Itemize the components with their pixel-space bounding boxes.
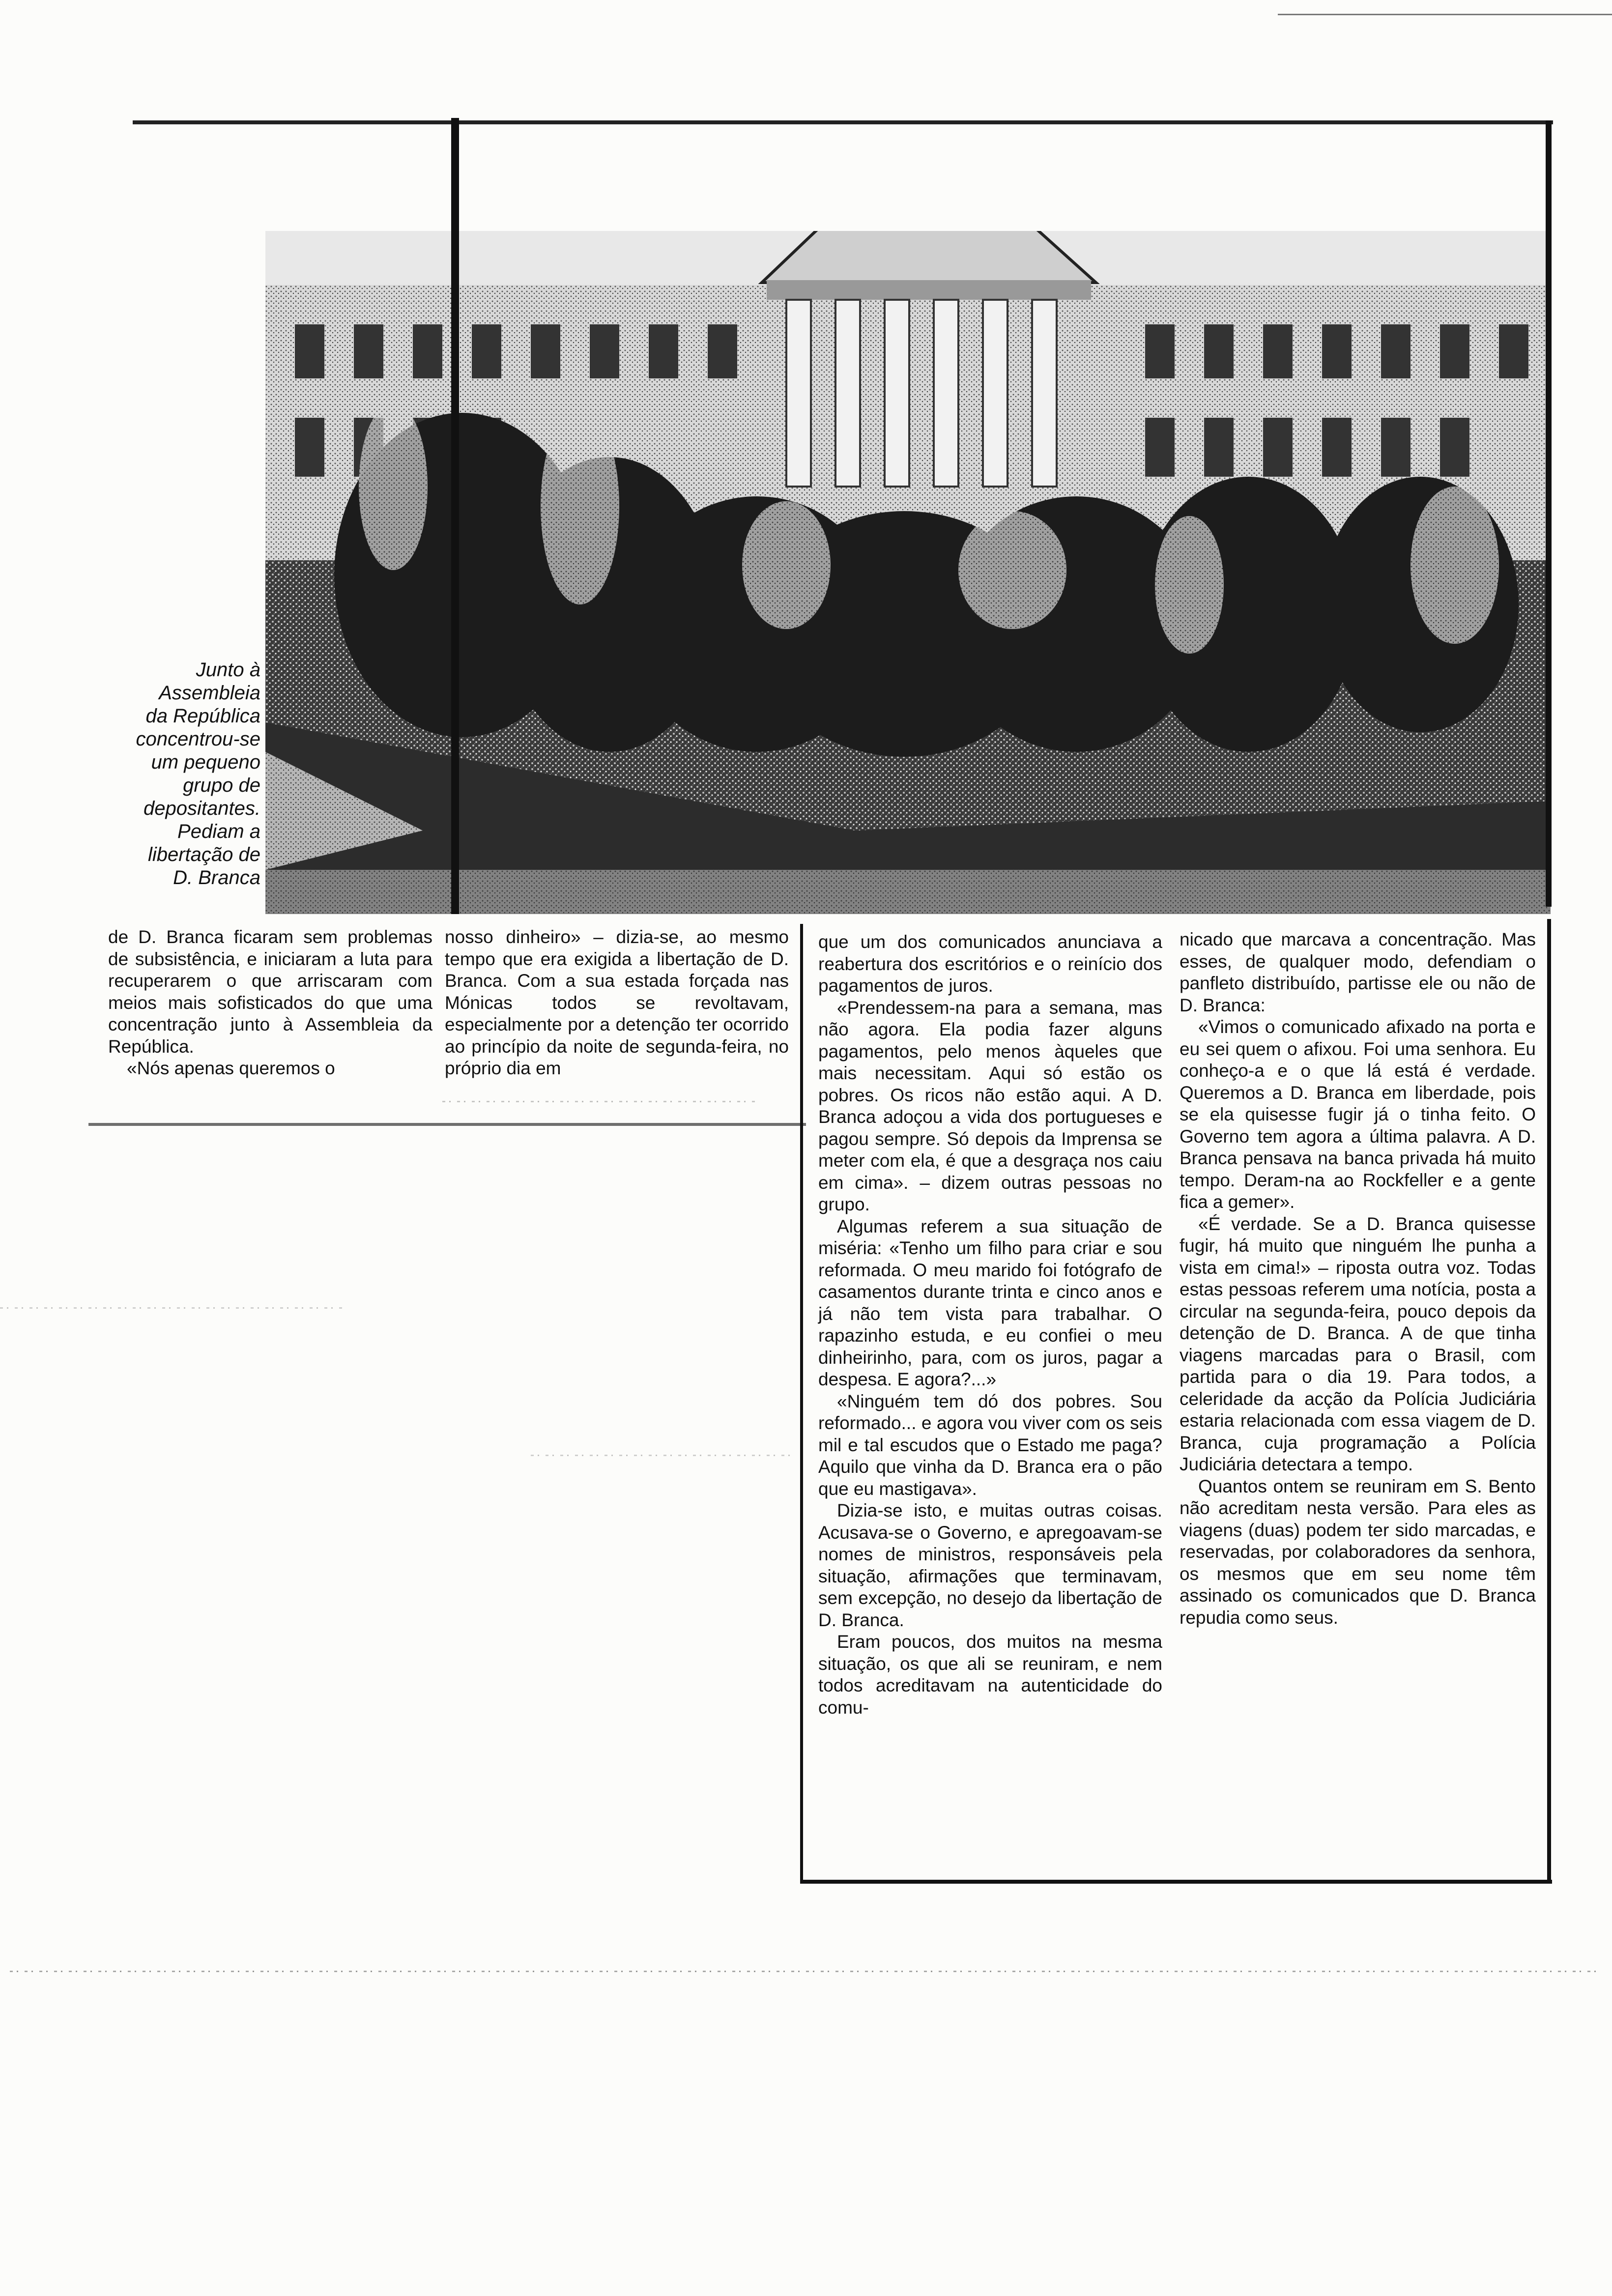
paragraph: Eram poucos, dos muitos na mesma situação, os que ali se reuniram, e nem todos acreditavam na autenticidade do comu- <box>818 1632 1162 1718</box>
clipping-cut-line-right <box>1547 919 1551 1882</box>
caption-line: D. Branca <box>173 867 260 889</box>
article-column-1 <box>108 926 432 1080</box>
paragraph: «É verdade. Se a D. Branca quisesse fugir, há muito que ninguém lhe punha a vista em cima!» – riposta outra voz. Todas estas pessoas referem uma notícia, posta a circular na segunda-feira, pouco depois da detenção de D. Branca. A de que tinha viagens marcadas para o Brasil, com partida para o dia 19. Para todos, a celeridade da acção da Polícia Judiciária estaria relacionada com essa viagem de D. Branca, cuja programação a Polícia Judiciária detectara a tempo. <box>1180 1213 1536 1474</box>
paragraph: Algumas referem a sua situação de miséria: «Tenho um filho para criar e sou reformada. O meu marido foi fotógrafo de casamentos durante trinta e cinco anos e já não tem vista para trabalhar. O rapazinho estuda, e eu confiei o meu dinheirinho, para, com os juros, pagar a despesa. E agora?...» <box>818 1216 1162 1389</box>
paragraph: que um dos comunicados anunciava a reabertura dos escritórios e o reinício dos pagamentos de juros. <box>818 932 1162 996</box>
photo-frame-right <box>1546 120 1552 907</box>
caption-line: um pequeno <box>151 751 260 773</box>
caption-line: Assembleia <box>159 682 260 704</box>
article-column-3 <box>818 931 1162 1719</box>
clipping-cut-line-left <box>88 1123 806 1126</box>
scan-noise-mid <box>442 1101 757 1102</box>
scan-noise-left-2 <box>531 1455 796 1456</box>
caption-line: depositantes. <box>144 798 260 819</box>
paragraph: Quantos ontem se reuniram em S. Bento não acreditam nesta versão. Para eles as viagens (duas) podem ter sido marcadas, e reservadas, por colaboradores da senhora, os mesmos que em seu nome têm assinado os comunicados que D. Branca repudia como seus. <box>1180 1476 1536 1628</box>
photo-caption <box>93 659 260 890</box>
scan-noise-left <box>0 1307 344 1309</box>
paragraph: «Nós apenas queremos o <box>127 1058 335 1078</box>
paragraph: nicado que marcava a concentração. Mas esses, de qualquer modo, defendiam o panfleto distribuído, partisse ele ou não de D. Branca: <box>1180 929 1536 1015</box>
caption-line: Junto à <box>196 659 260 681</box>
caption-line: grupo de <box>183 775 260 796</box>
clipping-cut-line-bottom <box>800 1880 1552 1884</box>
caption-line: da República <box>145 705 260 727</box>
caption-line: concentrou-se <box>136 728 260 750</box>
photo-frame-top <box>133 120 1553 124</box>
paragraph: «Prendessem-na para a semana, mas não agora. Ela podia fazer alguns pagamentos, pelo menos àqueles que mais necessitam. Aqui só estão os pobres. Os ricos não estão aqui. A D. Branca adoçou a vida dos portugueses e pagou sempre. Só depois da Imprensa se meter com ela, é que a desgraça nos caiu em cima». – dizem outras pessoas no grupo. <box>818 997 1162 1214</box>
paragraph: de D. Branca ficaram sem problemas de subsistência, e iniciaram a luta para recuperarem o que arriscaram com meios mais sofisticados do que uma concentração junto à Assembleia da República. <box>108 927 432 1057</box>
paragraph: Dizia-se isto, e muitas outras coisas. Acusava-se o Governo, e apregoavam-se nomes de ministros, responsáveis pela situação, afirmações que terminavam, sem excepção, no desejo da libertação de D. Branca. <box>818 1500 1162 1630</box>
article-column-4 <box>1180 929 1536 1629</box>
photo-lamp-pole <box>451 118 459 914</box>
clipping-cut-line-vertical <box>800 924 803 1882</box>
article-column-2 <box>445 926 789 1080</box>
paragraph: «Vimos o comunicado afixado na porta e eu sei quem o afixou. Foi uma senhora. Eu conheço-a e o que lá está é verdade. Queremos a D. Branca em liberdade, pois se ela quisesse fugir já o tinha feito. O Governo tem agora a última palavra. A D. Branca pensava na banca privada há muito tempo. Deram-na ao Rockfeller e a gente fica a gemer». <box>1180 1017 1536 1212</box>
paragraph: nosso dinheiro» – dizia-se, ao mesmo tempo que era exigida a libertação de D. Branca. Com a sua estada forçada nas Mónicas todos se revoltavam, especialmente por a detenção ter ocorrido ao princípio da noite de segunda-feira, no próprio dia em <box>445 927 789 1078</box>
paragraph: «Ninguém tem dó dos pobres. Sou reformado... e agora vou viver com os seis mil e tal escudos que o Estado me paga? Aquilo que vinha da D. Branca era o pão que eu mastigava». <box>818 1391 1162 1499</box>
scan-edge-top <box>1278 14 1612 15</box>
caption-line: libertação de <box>147 844 260 865</box>
scan-noise-bottom <box>10 1971 1602 1972</box>
caption-line: Pediam a <box>177 821 260 842</box>
